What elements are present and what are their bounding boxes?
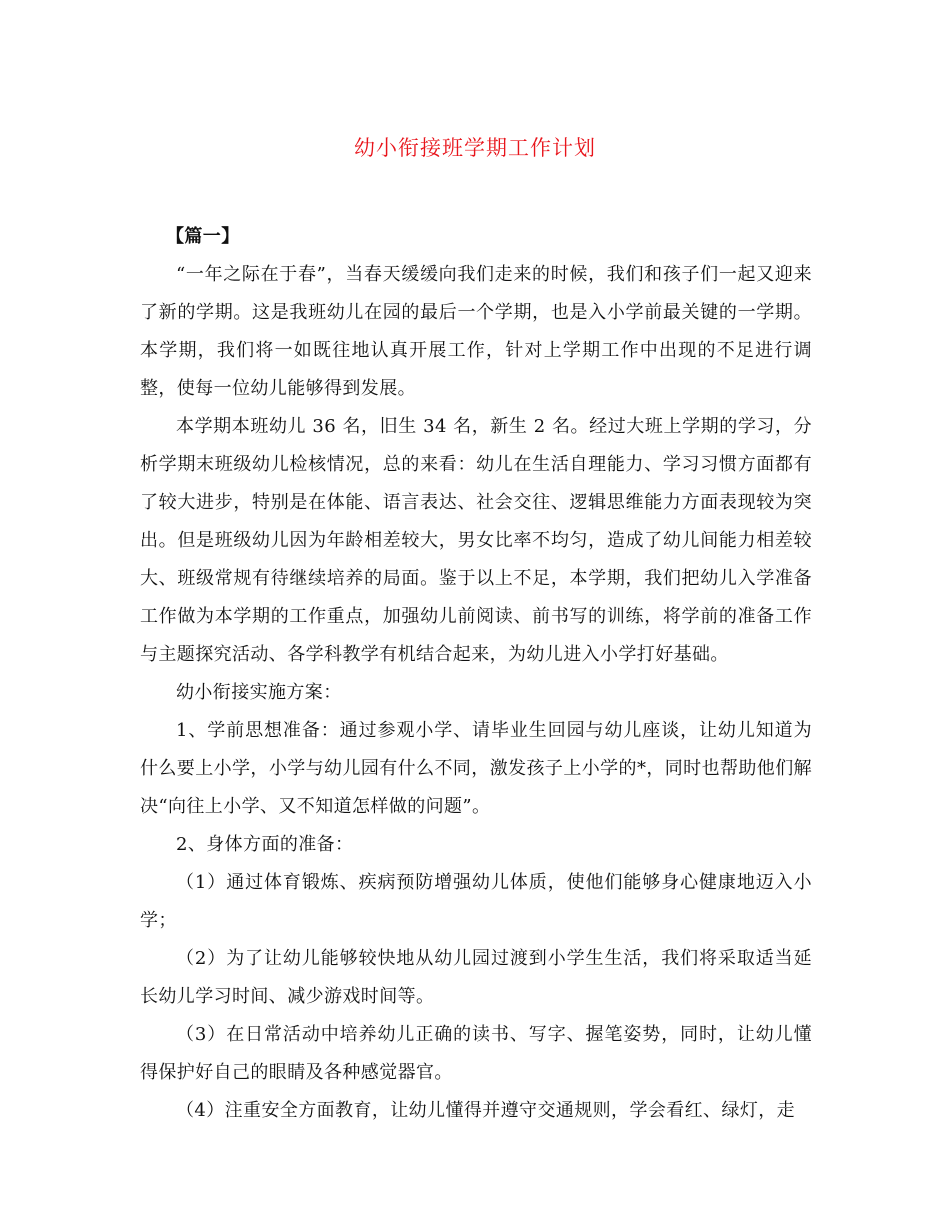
paragraph-subitem-2: （2）为了让幼儿能够较快地从幼儿园过渡到小学生生活，我们将采取适当延长幼儿学习时间、减少游戏时间等。 [140,948,812,1007]
paragraph-intro: “一年之际在于春”，当春天缓缓向我们走来的时候，我们和孩子们一起又迎来了新的学期。这是我班幼儿在园的最后一个学期，也是入小学前最关键的一学期。本学期，我们将一如既往地认真开展工作，针对上学期工作中出现的不足进行调整，使每一位幼儿能够得到发展。 [140,264,812,399]
paragraph-class-status: 本学期本班幼儿 36 名，旧生 34 名，新生 2 名。经过大班上学期的学习，分析学期末班级幼儿检核情况，总的来看：幼儿在生活自理能力、学习习惯方面都有了较大进步，特别是在体能、语言表达、社会交往、逻辑思维能力方面表现较为突出。但是班级幼儿因为年龄相差较大，男女比率不均匀，造成了幼儿间能力相差较大、班级常规有待继续培养的局面。鉴于以上不足，本学期，我们把幼儿入学准备工作做为本学期的工作重点，加强幼儿前阅读、前书写的训练，将学前的准备工作与主题探究活动、各学科教学有机结合起来，为幼儿进入小学打好基础。 [140,416,812,665]
paragraph-item-1: 1、学前思想准备：通过参观小学、请毕业生回园与幼儿座谈，让幼儿知道为什么要上小学，小学与幼儿园有什么不同，激发孩子上小学的*，同时也帮助他们解决“向往上小学、又不知道怎样做的问题”。 [140,720,812,817]
paragraph-subitem-3: （3）在日常活动中培养幼儿正确的读书、写字、握笔姿势，同时，让幼儿懂得保护好自己的眼睛及各种感觉器官。 [140,1024,812,1083]
paragraph-subitem-4: （4）注重安全方面教育，让幼儿懂得并遵守交通规则，学会看红、绿灯，走 [176,1100,796,1121]
document-title: 幼小衔接班学期工作计划 [354,136,596,160]
paragraph-item-2: 2、身体方面的准备： [176,834,354,855]
paragraph-plan-heading: 幼小衔接实施方案： [176,682,342,703]
paragraph-subitem-1: （1）通过体育锻炼、疾病预防增强幼儿体质，使他们能够身心健康地迈入小学； [140,872,812,931]
document-body [140,218,812,1130]
section-label: 【篇一】 [166,226,240,247]
